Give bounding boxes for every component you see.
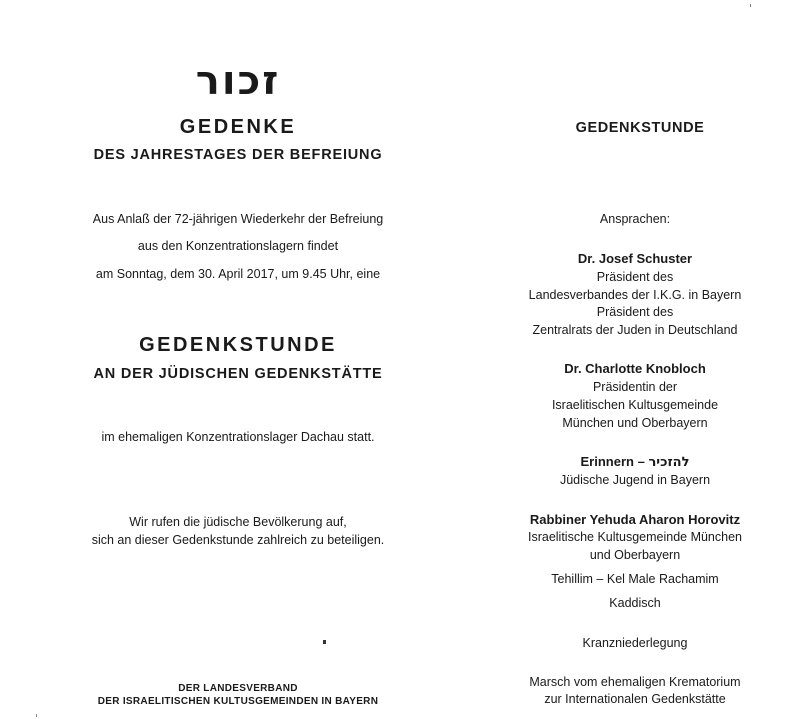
remembrance-hebrew: להזכיר: [648, 455, 690, 470]
location-line: im ehemaligen Konzentrationslager Dachau statt.: [101, 430, 375, 444]
speaker1-line-4: Zentralrats der Juden in Deutschland: [532, 323, 738, 337]
hebrew-title: זכור: [195, 58, 281, 104]
event-title: GEDENKSTUNDE: [139, 334, 337, 356]
event-subtitle: AN DER JÜDISCHEN GEDENKSTÄTTE: [93, 366, 383, 382]
speaker1-line-3: Präsident des: [596, 305, 674, 319]
kaddish-line: Kaddisch: [609, 596, 661, 610]
march-line-2: zur Internationalen Gedenkstätte: [544, 692, 726, 706]
speaker2-name: Dr. Charlotte Knobloch: [564, 361, 706, 376]
wreath-line: Kranzniederlegung: [582, 636, 688, 650]
speaker1-line-1: Präsident des: [596, 270, 674, 284]
speaker2-line-3: München und Oberbayern: [562, 416, 708, 430]
intro-line-1: Aus Anlaß der 72-jährigen Wiederkehr der Befreiung: [92, 212, 384, 226]
page-title: GEDENKE: [179, 116, 297, 138]
scan-speck: [750, 4, 751, 7]
footer-line-1: DER LANDESVERBAND: [178, 683, 298, 694]
speaker3-line-2: und Oberbayern: [589, 548, 681, 562]
prayer-line: Tehillim – Kel Male Rachamim: [551, 572, 719, 586]
remembrance-heading: [470, 454, 800, 470]
speaker1-name: Dr. Josef Schuster: [577, 251, 693, 266]
intro-line-2: aus den Konzentrationslagern findet: [137, 239, 339, 253]
speaker3-line-1: Israelitische Kultusgemeinde München: [527, 530, 742, 544]
program-title: GEDENKSTUNDE: [575, 120, 705, 136]
intro-line-3: am Sonntag, dem 30. April 2017, um 9.45 Uhr, eine: [95, 267, 381, 281]
speaker2-line-2: Israelitischen Kultusgemeinde: [551, 398, 719, 412]
footer-line-2: DER ISRAELITISCHEN KULTUSGEMEINDEN IN BAYERN: [97, 696, 379, 707]
speaker1-line-2: Landesverbandes der I.K.G. in Bayern: [528, 288, 742, 302]
appeal-line-1: Wir rufen die jüdische Bevölkerung auf,: [129, 515, 347, 529]
remembrance-label: Erinnern –: [580, 454, 645, 469]
page-subtitle: DES JAHRESTAGES DER BEFREIUNG: [93, 147, 383, 163]
scan-speck: [36, 714, 37, 717]
march-line-1: Marsch vom ehemaligen Krematorium: [529, 675, 741, 689]
remembrance-line: Jüdische Jugend in Bayern: [559, 473, 711, 487]
speaker3-name: Rabbiner Yehuda Aharon Horovitz: [529, 512, 741, 527]
appeal-line-2: sich an dieser Gedenkstunde zahlreich zu beteiligen.: [91, 533, 385, 547]
speeches-label: Ansprachen:: [599, 212, 671, 226]
scan-speck: [323, 640, 326, 644]
speaker2-line-1: Präsidentin der: [592, 380, 678, 394]
